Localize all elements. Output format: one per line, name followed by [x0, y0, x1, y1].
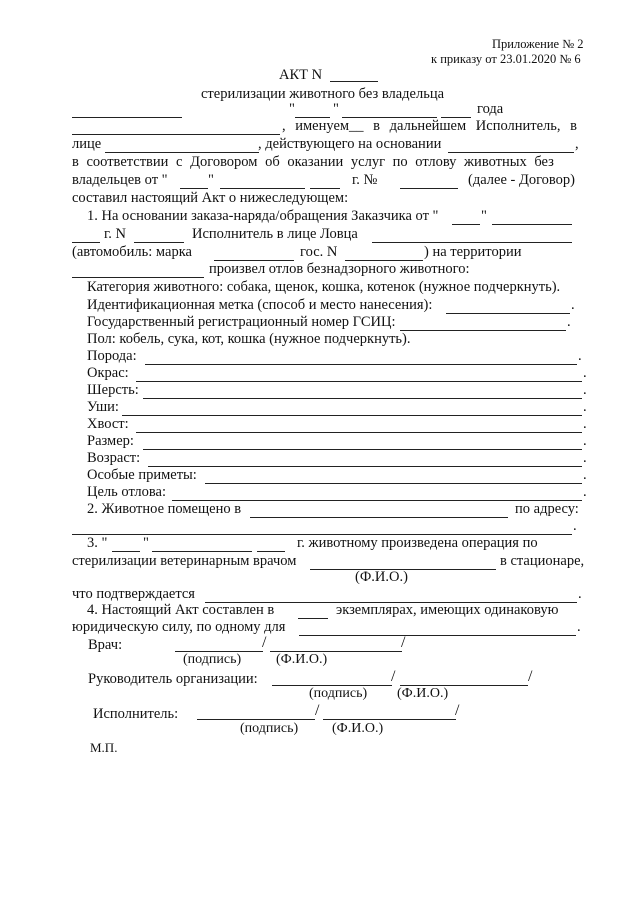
order-month-blank	[492, 224, 572, 225]
operation-month-blank	[152, 551, 252, 552]
act-subtitle: стерилизации животного без владельца	[201, 86, 445, 102]
item1-caught-text: произвел отлов безнадзорного животного:	[209, 261, 470, 277]
executor-fio-blank	[323, 719, 456, 720]
slash: /	[528, 668, 533, 685]
dot: .	[583, 467, 587, 483]
doctor-fio-caption: (Ф.И.О.)	[276, 652, 328, 667]
car-brand-label: (автомобиль: марка	[72, 244, 192, 260]
fur-blank	[143, 398, 582, 399]
ears-label: Уши:	[87, 399, 119, 415]
mark-label: Идентификационная метка (способ и место нанесения):	[87, 297, 433, 313]
head-signature-caption: (подпись)	[309, 686, 368, 701]
purpose-label: Цель отлова:	[87, 484, 167, 500]
size-label: Размер:	[87, 433, 134, 449]
item3-vet-text: стерилизации ветеринарным врачом	[72, 553, 297, 569]
slash: /	[401, 634, 406, 651]
territory-label: ) на территории	[424, 244, 522, 260]
breed-label: Порода:	[87, 348, 137, 364]
doctor-signature-caption: (подпись)	[183, 652, 242, 667]
comma: ,	[575, 136, 579, 152]
quote: "	[333, 101, 339, 117]
features-label: Особые приметы:	[87, 467, 197, 483]
appendix-label: Приложение № 2	[492, 37, 584, 51]
head-fio-caption: (Ф.И.О.)	[397, 686, 449, 701]
item1-catcher-text: Исполнитель в лице Ловца	[192, 226, 358, 242]
contract-text: в соответствии с Договором об оказании услуг по отлову животных без	[72, 154, 554, 170]
contract-month-blank	[220, 188, 305, 189]
quote: "	[143, 535, 149, 551]
category-text: Категория животного: собака, щенок, кошка, котенок (нужное подчеркнуть).	[87, 279, 561, 295]
contract-number-blank	[400, 188, 458, 189]
copies-blank	[298, 618, 328, 619]
dot: .	[578, 348, 582, 364]
catcher-name-blank	[372, 242, 572, 243]
contract-day-blank	[180, 188, 208, 189]
slash: /	[315, 702, 320, 719]
age-blank	[148, 466, 582, 467]
dot: .	[583, 399, 587, 415]
named-text: , именуем__ в дальнейшем Исполнитель, в	[282, 118, 577, 134]
contract-year-blank	[310, 188, 340, 189]
year-label: года	[477, 101, 504, 117]
tail-blank	[136, 432, 582, 433]
owners-from-text: владельцев от "	[72, 172, 168, 188]
dot: .	[583, 433, 587, 449]
item4-text-c: юридическую силу, по одному для	[72, 619, 286, 635]
quote: "	[481, 208, 487, 224]
dogovor-label: (далее - Договор)	[468, 172, 576, 188]
order-number-blank	[134, 242, 184, 243]
gsic-label: Государственный регистрационный номер ГСИЦ:	[87, 314, 396, 330]
head-label: Руководитель организации:	[88, 671, 258, 687]
color-blank	[136, 381, 582, 382]
mark-blank	[446, 313, 570, 314]
size-blank	[143, 449, 582, 450]
age-label: Возраст:	[87, 450, 141, 466]
vet-fio-caption: (Ф.И.О.)	[355, 569, 408, 585]
item2-text: 2. Животное помещено в	[87, 501, 242, 517]
address-label: по адресу:	[515, 501, 579, 517]
doctor-label: Врач:	[88, 637, 123, 653]
person-blank	[105, 152, 259, 153]
slash: /	[262, 634, 267, 651]
dot: .	[577, 619, 581, 635]
executor-name-blank	[72, 134, 280, 135]
breed-blank	[145, 364, 577, 365]
city-blank	[72, 117, 182, 118]
g-no-label: г. №	[352, 172, 378, 188]
operation-day-blank	[112, 551, 140, 552]
act-title: АКТ N	[279, 67, 323, 83]
operation-year-blank	[257, 551, 285, 552]
executor-fio-caption: (Ф.И.О.)	[332, 721, 384, 736]
slash: /	[391, 668, 396, 685]
order-year-blank	[72, 242, 100, 243]
dot: .	[583, 382, 587, 398]
dot: .	[583, 365, 587, 381]
compiled-text: составил настоящий Акт о нижеследующем:	[72, 190, 349, 206]
fur-label: Шерсть:	[87, 382, 139, 398]
tail-label: Хвост:	[87, 416, 129, 432]
item1-g-label: г. N	[104, 226, 127, 242]
hospital-text: в стационаре,	[500, 553, 585, 569]
slash: /	[455, 702, 460, 719]
item4-text-b: экземплярах, имеющих одинаковую	[336, 602, 559, 618]
features-blank	[205, 483, 582, 484]
confirmed-label: что подтверждается	[72, 586, 195, 602]
dot: .	[578, 586, 582, 602]
sex-text: Пол: кобель, сука, кот, кошка (нужное подчеркнуть).	[87, 331, 411, 347]
item3-number: 3. "	[87, 535, 108, 551]
dot: .	[573, 518, 577, 534]
gsic-blank	[400, 330, 566, 331]
quote: "	[208, 172, 214, 188]
dot: .	[567, 314, 571, 330]
act-number-blank	[330, 81, 378, 82]
acting-text: , действующего на основании	[258, 136, 442, 152]
copies-recipient-blank	[299, 635, 576, 636]
basis-blank	[448, 152, 574, 153]
ears-blank	[122, 415, 582, 416]
executor-signature-caption: (подпись)	[240, 721, 299, 736]
item3-text: г. животному произведена операция по	[297, 535, 538, 551]
dot: .	[583, 416, 587, 432]
car-number-label: гос. N	[300, 244, 338, 260]
dot: .	[571, 297, 575, 313]
order-reference: к приказу от 23.01.2020 № 6	[431, 52, 581, 66]
executor-label: Исполнитель:	[93, 706, 179, 722]
executor-signature-blank	[197, 719, 315, 720]
stamp-place-label: М.П.	[90, 740, 118, 755]
dot: .	[583, 484, 587, 500]
item1-line1: 1. На основании заказа-наряда/обращения Заказчика от "	[87, 208, 439, 224]
quote: "	[289, 101, 295, 117]
order-day-blank	[452, 224, 480, 225]
color-label: Окрас:	[87, 365, 129, 381]
person-label: лице	[72, 136, 102, 152]
territory-blank	[72, 277, 204, 278]
item4-text-a: 4. Настоящий Акт составлен в	[87, 602, 275, 618]
placement-blank	[250, 517, 508, 518]
dot: .	[583, 450, 587, 466]
